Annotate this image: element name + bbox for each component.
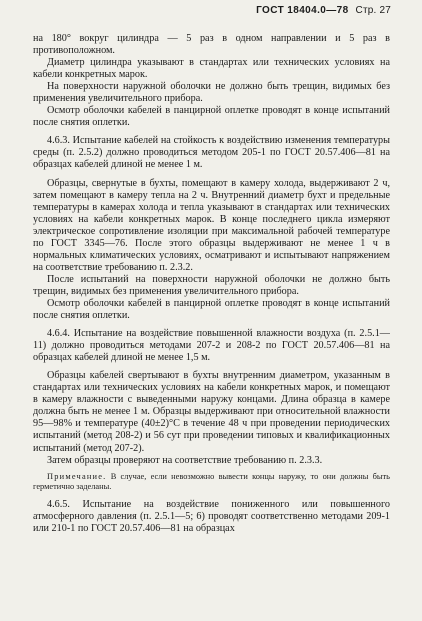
section-4-6-4: 4.6.4. Испытание на воздействие повышенной влажности воздуха (п. 2.5.1—11) должно проводиться методами 207-2 и 208-2 по ГОСТ 20.57.406—81 на образцах кабелей длиной не менее 1,5 м. <box>33 328 390 364</box>
page-number: Стр. 27 <box>355 5 391 16</box>
paragraph-11: Затем образцы проверяют на соответствие требованию п. 2.3.3. <box>47 454 323 466</box>
section-4-6-3: 4.6.3. Испытание кабелей на стойкость к воздействию изменения температуры среды (п. 2.5.2) должно проводиться методом 205-1 по ГОСТ 20.57.406—81 на образцах кабелей длиной не менее 1 м. <box>33 135 390 171</box>
paragraph-3: На поверхности наружной оболочки не должно быть трещин, видимых без применения увеличительного прибора. <box>33 81 390 105</box>
paragraph-7: После испытаний на поверхности наружной оболочки не должно быть трещин, видимых без применения увеличительного прибора. <box>33 273 390 297</box>
note-label: Примечание. <box>47 471 107 481</box>
paragraph-4: Осмотр оболочки кабелей в панцирной оплетке проводят в конце испытаний после снятия оплетки. <box>33 105 390 129</box>
paragraph-8: Осмотр оболочки кабелей в панцирной оплетке проводят в конце испытаний после снятия оплетки. <box>33 297 390 322</box>
note-text: В случае, если невозможно вывести концы наружу, то они должны быть герметично заделаны. <box>33 471 390 492</box>
standard-number: ГОСТ 18404.0—78 <box>256 5 349 16</box>
page-header <box>256 5 391 16</box>
paragraph-1: на 180° вокруг цилиндра — 5 раз в одном направлении и 5 раз в противоположном. <box>33 33 390 57</box>
section-4-6-5: 4.6.5. Испытание на воздействие пониженного или повышенного атмосферного давления (п. 2.5.1—5; 6) проводят соответственно методами 209-1 или 210-1 по ГОСТ 20.57.406—81 на образцах <box>33 498 390 534</box>
note <box>33 472 390 493</box>
paragraph-2: Диаметр цилиндра указывают в стандартах или технических условиях на кабели конкретных марок. <box>33 57 390 81</box>
paragraph-6: Образцы, свернутые в бухты, помещают в камеру холода, выдерживают 2 ч, затем помещают в камеру тепла на 2 ч. Внутренний диаметр бухт и предельные температуры в камерах холода и тепла указывают в стандартах или технических условиях на кабели конкретных марок. В конце последнего цикла измеряют электрическое сопротивление изоляции при максимальной рабочей температуре по ГОСТ 3345—76. После этого образцы выдерживают не менее 1 ч в нормальных климатических условиях, осматривают и испытывают напряжением на соответствие требованию п. 2.3.2. <box>33 177 390 273</box>
document-body <box>33 33 390 535</box>
paragraph-10: Образцы кабелей свертывают в бухты внутренним диаметром, указанным в стандартах или технических условиях на кабели конкретных марок, и помещают в камеру влажности с выведенными наружу концами. Длина образца в камере должна быть не менее 1 м. Образцы выдерживают при относительной влажности 95—98% и температуре (40±2)°С в течение 48 ч при проведении периодических испытаний (метод 208-2) и 56 сут при проведении типовых и квалификационных испытаний (метод 207-2). <box>33 370 390 454</box>
